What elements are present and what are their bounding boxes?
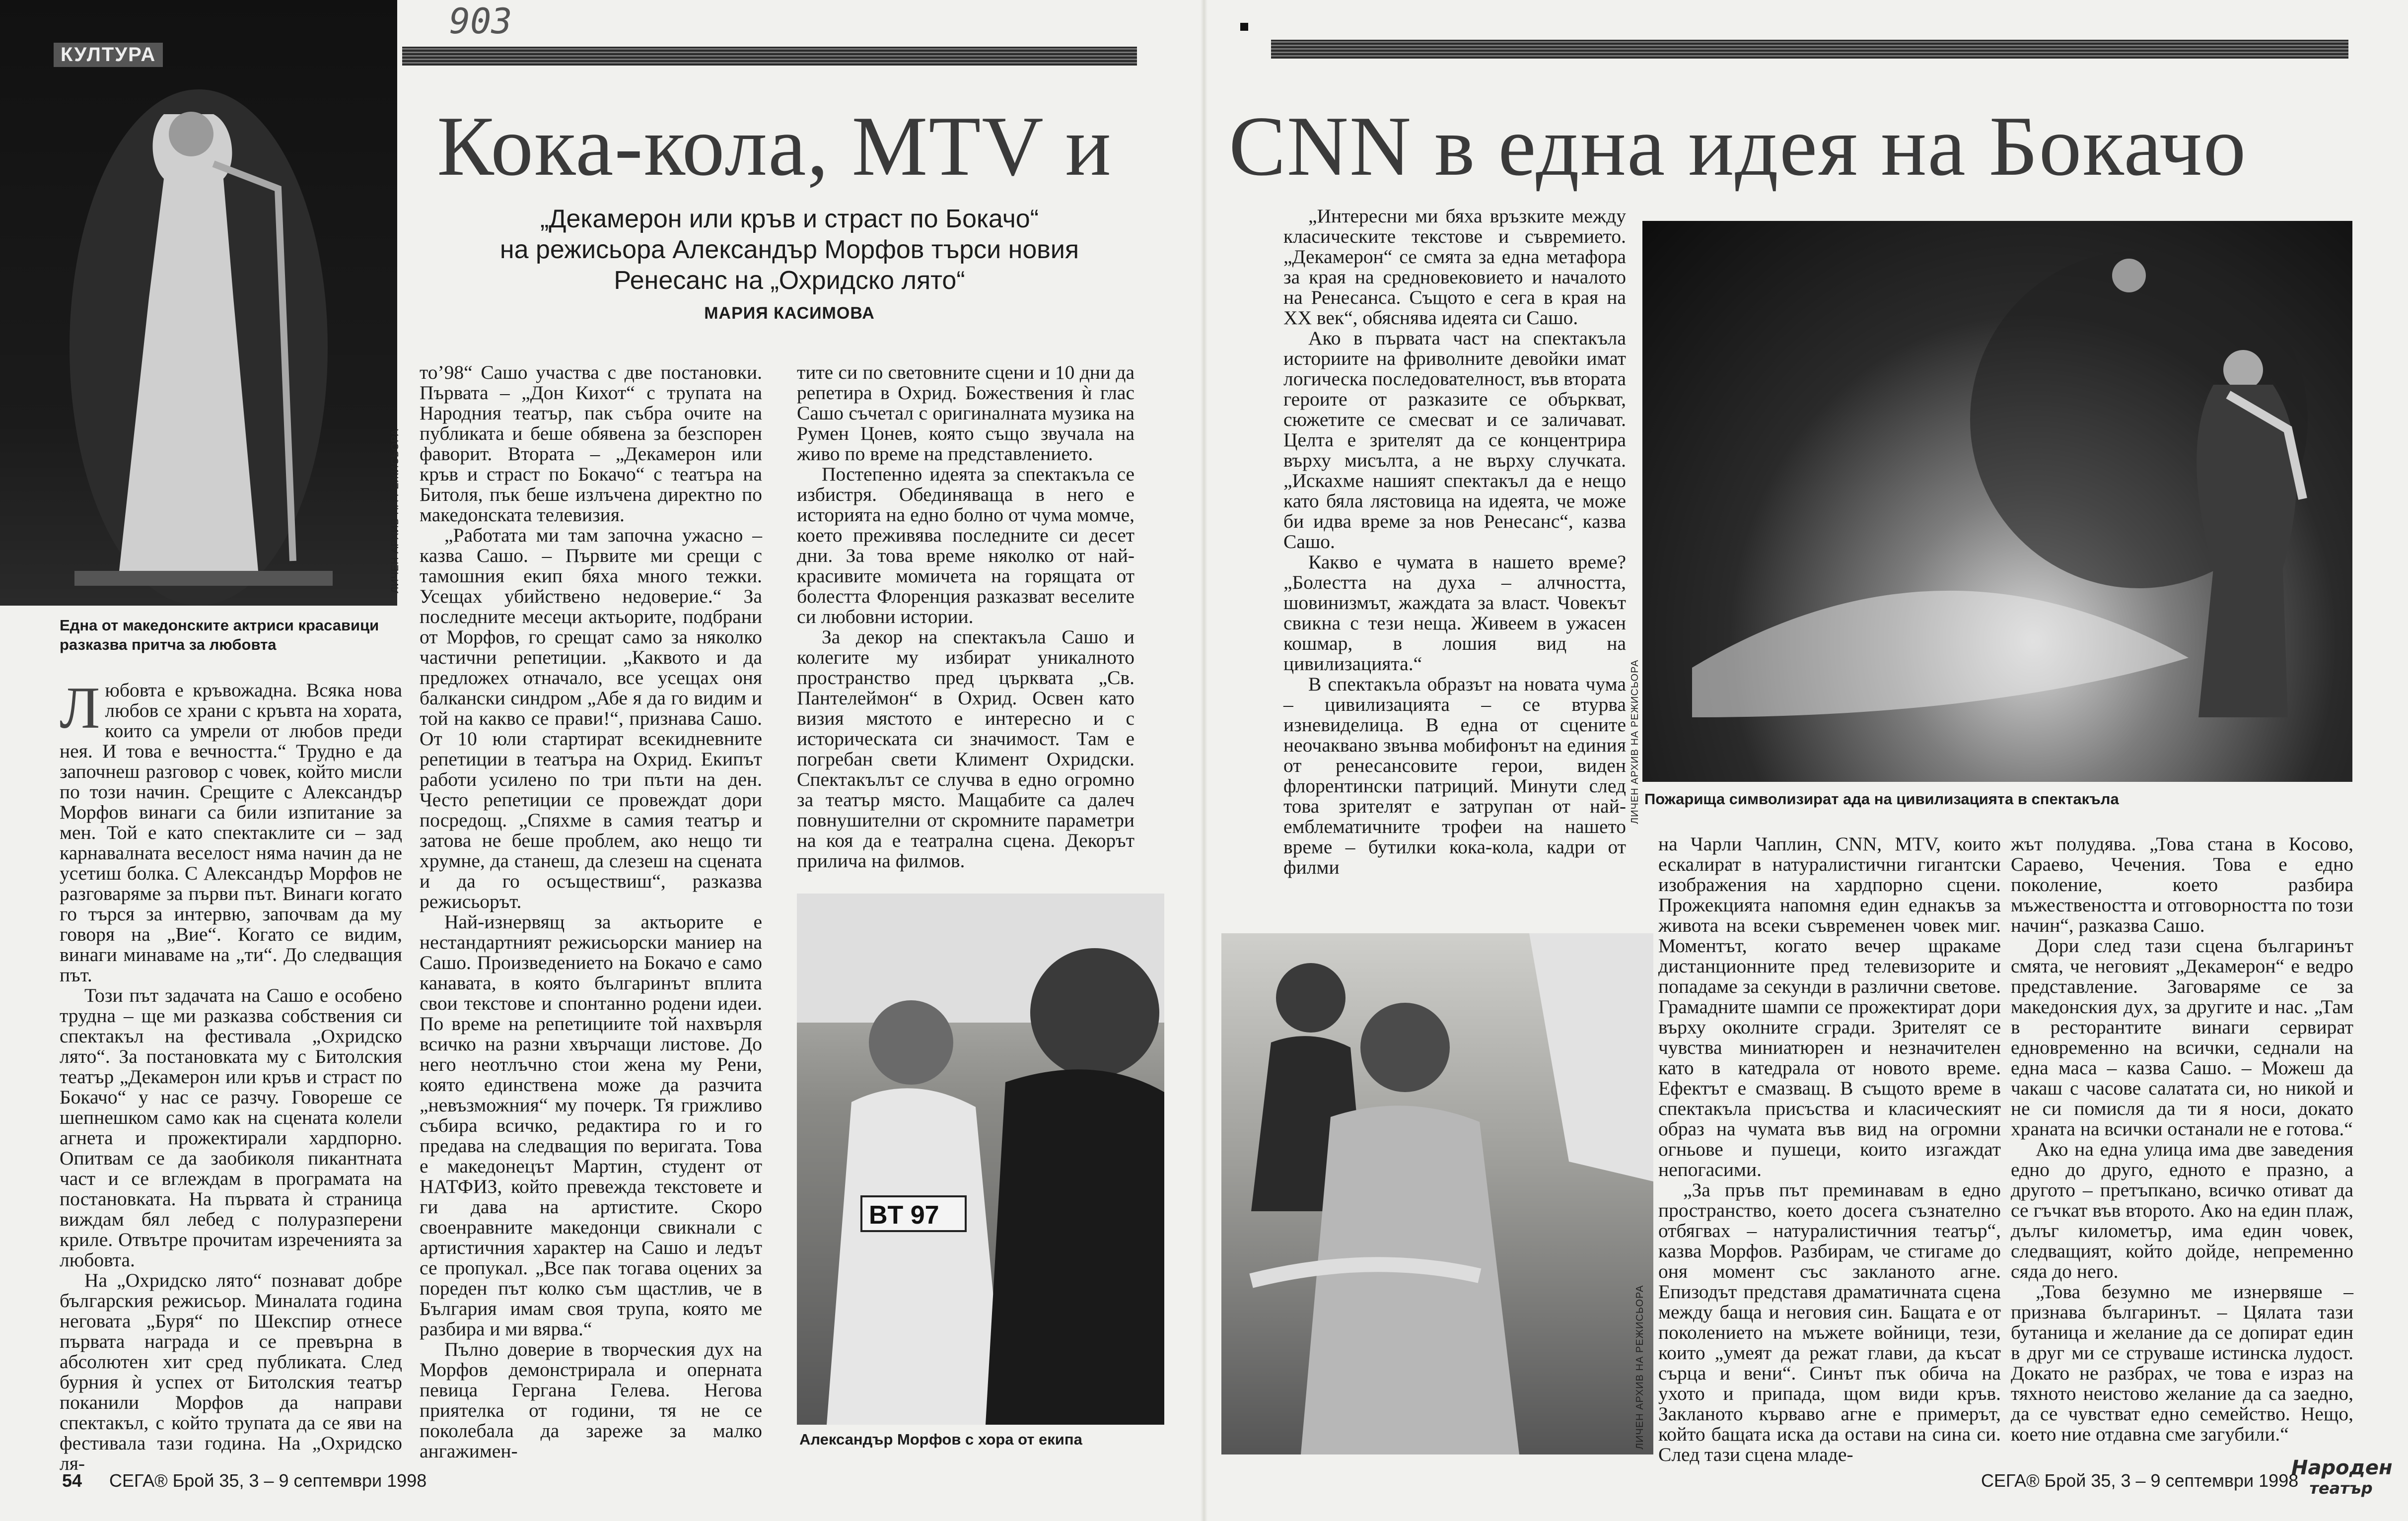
handwritten-note: 903 bbox=[449, 1, 512, 42]
paragraph: „За пръв път преминавам в едно пространство, което досега съзнателно отбягвах – натуралистичния театър“, казва Морфов. Разбирам, че стигаме до оня момент със закланото агне. Епизодът представя драматичната сцена между баща и неговия син. Бащата е от поколението на мъжете войници, тези, които „умеят да режат глави, да късат сърца и вени“. Синът пък обича на ухото и припада, щом види кръв. Закланото кърваво агне е примерът, който бащата иска да остави на сина си. След тази сцена младе- bbox=[1658, 1179, 2001, 1465]
paragraph: на Чарли Чаплин, CNN, MTV, които ескалират в натуралистични гигантски изображения на хардпорно сцени. Прожекцията напомня един еднакъв за живота на всеки съвременен човек миг. Моментът, когато вечер щракаме дистанционните пред телевизорите и попадаме за секунди в различни светове. Грамадните шампи се прожектират дори върху околните сгради. Зрителят се чувства миниатюрен и незначителен като в катедрала от новото време. Ефектът е смазващ. В същото време в спектакъла присъства и класическият образ на чумата във вид на огромни огньове и пушеци, които изгаждат непогасими. bbox=[1658, 833, 2001, 1180]
team-photo-caption: Александър Морфов с хора от екипа bbox=[799, 1431, 1082, 1448]
paragraph: Постепенно идеята за спектакъла се избистря. Обединяваща в него е историята на едно болно от чума момче, което преживява последните си десет дни. За това време няколко от най-красивите момичета на горящата от болестта Флоренция разказват веселите си любовни истории. bbox=[797, 463, 1134, 627]
section-label: КУЛТУРА bbox=[54, 43, 163, 67]
actress-photo-credit: ЛИЧЕН АРХИВ НА РЕЖИСЬОРА bbox=[390, 428, 401, 593]
stamp-line-1: Народен bbox=[2291, 1456, 2393, 1479]
article-column-5 bbox=[1658, 834, 2001, 1465]
headline-part2: CNN в една идея на Бокачо bbox=[1229, 99, 2247, 194]
fire-photo-credit: ЛИЧЕН АРХИВ НА РЕЖИСЬОРА bbox=[1629, 659, 1640, 824]
paragraph: Дори след тази сцена българинът смята, че неговият „Декамерон“ е ведро представление. Заговаряме се за македонския дух, за другите и нас. „Там в ресторантите винаги сервират едновременно на всички, седнали на една маса – казва Сашо. – Можеш да чакаш с часове салатата си, но никой и не си помисля да ти я носи, докато храната на всички останали не е готова.“ bbox=[2011, 935, 2353, 1140]
fire-photo bbox=[1642, 221, 2352, 782]
actress-photo-caption: Една от македонските актриси красавици разказва притча за любовта bbox=[60, 617, 379, 653]
article-column-1 bbox=[60, 675, 402, 1474]
group-photo-credit: ЛИЧЕН АРХИВ НА РЕЖИСЬОРА bbox=[1634, 1285, 1645, 1450]
subtitle-line-2: на режисьора Александър Морфов търси новия bbox=[499, 235, 1079, 264]
byline: МАРИЯ КАСИМОВА bbox=[704, 304, 875, 323]
paragraph: Какво е чумата в нашето време? „Болестта на духа – алчността, шовинизмът, жаждата за власт. Човекът свикна с тези неща. Живеем в ужасен кошмар, в лошия вид на цивилизацията.“ bbox=[1283, 551, 1626, 675]
header-rule-left bbox=[402, 47, 1137, 66]
subtitle bbox=[447, 204, 1132, 296]
paragraph: Ако в първата част на спектакъла историите на фриволните девойки имат логическа последователност, във втората героите от разказите се объркват, сюжетите се смесват и се заличават. Целта е зрителят да се концентрира върху мисълта, а не върху случката. „Искахме нашият спектакъл да е нещо като бяла лястовица на идеята, че може би идва време за нов Ренесанс“, казва Сашо. bbox=[1283, 327, 1626, 553]
page-fold bbox=[1201, 0, 1207, 1521]
paragraph: Този път задачата на Сашо е особено трудна – ще ми разказва собствения си спектакъл на фестивала „Охридско лято“. За постановката му с Битолския театър „Декамерон или кръв и страст по Бокачо“ у нас се разчу. Говореше се шепнешком само как на сцената колели агнета и прожектирали хардпорно. Опитвам се да заобиколя пикантната част и се вглеждам в програмата на постановката. На първата ѝ страница виждам бял лебед с полуразперени криле. Отвътре прочитам изреченията за любовта. bbox=[60, 984, 402, 1271]
paragraph: „Това безумно ме изнервяше – признава българинът. – Цялата тази бутаница и желание да се допират един в друг ми се струваше истинска лудост. Докато не разбрах, че това е израз на тяхното неистово желание да са заедно, да се чувстват едно семейство. Нещо, което ние отдавна сме загубили.“ bbox=[2011, 1281, 2353, 1445]
article-column-3 bbox=[797, 362, 1134, 871]
footer-right: СЕГА® Брой 35, 3 – 9 септември 1998 bbox=[1981, 1470, 2299, 1491]
paragraph: Любовта е кръвожадна. Всяка нова любов се храни с кръвта на хората, които са умрели от любов преди нея. И това е вечността.“ Трудно е да започнеш разговор с човек, който мисли по този начин. Срещите с Александър Морфов винаги са били изпитание за мен. Той е като спектаклите си – зад карнавалната веселост няма начин да не усетиш болка. С Александър Морфов не разговаряме за първи път. Винаги когато го търся за интервю, започвам да му говоря на „Вие“. Когато се видим, винаги минаваме на „ти“. До следващия път. bbox=[60, 675, 402, 986]
page-number-left: 54 bbox=[62, 1470, 82, 1491]
paragraph: На „Охридско лято“ познават добре българския режисьор. Миналата година неговата „Буря“ по Шекспир отнесе първата награда и се превърна в абсолютен хит сред публиката. След бурния ѝ успех от Битолския театър поканили Морфов да направи спектакъл, с който трупата да се яви на фестивала тази година. На „Охридско ля- bbox=[60, 1269, 402, 1474]
header-marker bbox=[1240, 23, 1248, 31]
header-rule-right bbox=[1271, 40, 2348, 59]
group-photo bbox=[1221, 933, 1653, 1454]
paragraph: то’98“ Сашо участва с две постановки. Първата – „Дон Кихот“ с трупата на Народния театър, пак събра очите на публиката и беше обявена за безспорен фаворит. Втората – „Декамерон или кръв и страст по Бокачо“ с театъра на Битоля, пък беше излъчена директно по македонската телевизия. bbox=[420, 361, 762, 526]
subtitle-line-3: Ренесанс на „Охридско лято“ bbox=[614, 266, 965, 295]
paragraph: Ако на една улица има две заведения едно до друго, едното е празно, а другото – претъпкано, всичко отиват да се гъчкат във второто. Ако на един плаж, дълъг километър, има един човек, следващият, който дойде, непременно сяда до него. bbox=[2011, 1138, 2353, 1282]
article-column-6 bbox=[2011, 834, 2353, 1445]
paragraph: За декор на спектакъла Сашо и колегите му избират уникалното пространство пред църквата „Св. Пантелеймон“ в Охрид. Освен като визия мястото е интересно и с историческата си значимост. Там е погребан свети Климент Охридски. Спектакълът се случва в едно огромно за театър място. Мащабите са далеч повнушителни от скромните параметри на коя да е театрална сцена. Декорът прилича на филмов. bbox=[797, 626, 1134, 872]
stamp-line-2: театър bbox=[2309, 1479, 2373, 1498]
headline-part1: Кока-кола, МТV и bbox=[437, 99, 1112, 194]
dropcap: Л bbox=[60, 675, 100, 741]
subtitle-line-1: „Декамерон или кръв и страст по Бокачо“ bbox=[540, 205, 1039, 233]
license-plate: BT 97 bbox=[869, 1201, 939, 1230]
paragraph: „Работата ми там започна ужасно – казва Сашо. – Първите ми срещи с тамошния екип бяха много тежки. Усещах убийствено недоверие.“ За последните месеци актьорите, подбрани от Морфов, го срещат само за няколко частични репетиции. „Каквото и да предложех отначало, все усещах оня балкански синдром „Абе я да го видим и той на какво се прави!“, признава Сашо. От 10 юли стартират всекидневните репетиции в театъра на Охрид. Екипът работи усилено по три пъти на ден. Често репетиции се провеждат дори посредощ. „Спяхме в самия театър и затова не беше проблем, ако нещо ти хрумне, да станеш, да слезеш на сцената и да го осъществиш“, разказва режисьорът. bbox=[420, 524, 762, 912]
team-photo bbox=[797, 894, 1164, 1425]
fire-photo-caption: Пожарища символизират ада на цивилизацията в спектакъла bbox=[1644, 790, 2119, 808]
paragraph: „Интересни ми бяха връзките между класическите текстове и съвремието. „Декамерон“ се смята за една метафора за края на средновековието и началото на Ренесанса. Същото е сега в края на XX век“, обяснява идеята си Сашо. bbox=[1283, 205, 1626, 329]
paragraph: жът полудява. „Това стана в Косово, Сараево, Чечения. Това е едно поколение, което разбира мъжествеността и отговорността по този начин“, разказва Сашо. bbox=[2011, 833, 2353, 936]
article-column-4 bbox=[1283, 206, 1626, 878]
footer-left: СЕГА® Брой 35, 3 – 9 септември 1998 bbox=[109, 1470, 427, 1491]
paragraph: Най-изнервящ за актьорите е нестандартният режисьорски маниер на Сашо. Произведението на Бокачо е само канавата, в която българинът вплита свои текстове и спонтанно родени идеи. По време на репетициите той нахвърля всичко на разни хвърчащи листове. До него неотлъчно стои жена му Рени, която единствена може да разчита „невъзможния“ му почерк. Тя грижливо събира всичко, редактира го и го предава на следващия по веригата. Това е македонецът Мартин, студент от НАТФИЗ, който превежда текстовете и ги дава на артистите. Скоро своенравните македонци свикнали с артистичния характер на Сашо и ледът се пропукал. „Все пак тогава оцених за пореден път колко съм щастлив, че в България имам своя трупа, която ме разбира и ми вярва.“ bbox=[420, 911, 762, 1340]
article-column-2 bbox=[420, 362, 762, 1461]
actress-photo bbox=[0, 0, 397, 606]
paragraph: В спектакъла образът на новата чума – цивилизацията – се втурва изневиделица. В една от сцените неочаквано звънва мобифонът на единия от ренесансовите герои, виден флорентински патриций. Минути след това зрителят е затрупан от най-емблематичните трофеи на нашето време – бутилки кока-кола, кадри от филми bbox=[1283, 673, 1626, 878]
paragraph: Пълно доверие в творческия дух на Морфов демонстрирала и оперната певица Гергана Гелева. Негова приятелка от години, тя не се поколебала да зареже за малко ангажимен- bbox=[420, 1338, 762, 1462]
theatre-stamp bbox=[2291, 1440, 2391, 1514]
paragraph: тите си по световните сцени и 10 дни да репетира в Охрид. Божествения ѝ глас Сашо съчетал с оригиналната музика на Румен Цонев, която също звучала на живо по време на представлението. bbox=[797, 361, 1134, 465]
